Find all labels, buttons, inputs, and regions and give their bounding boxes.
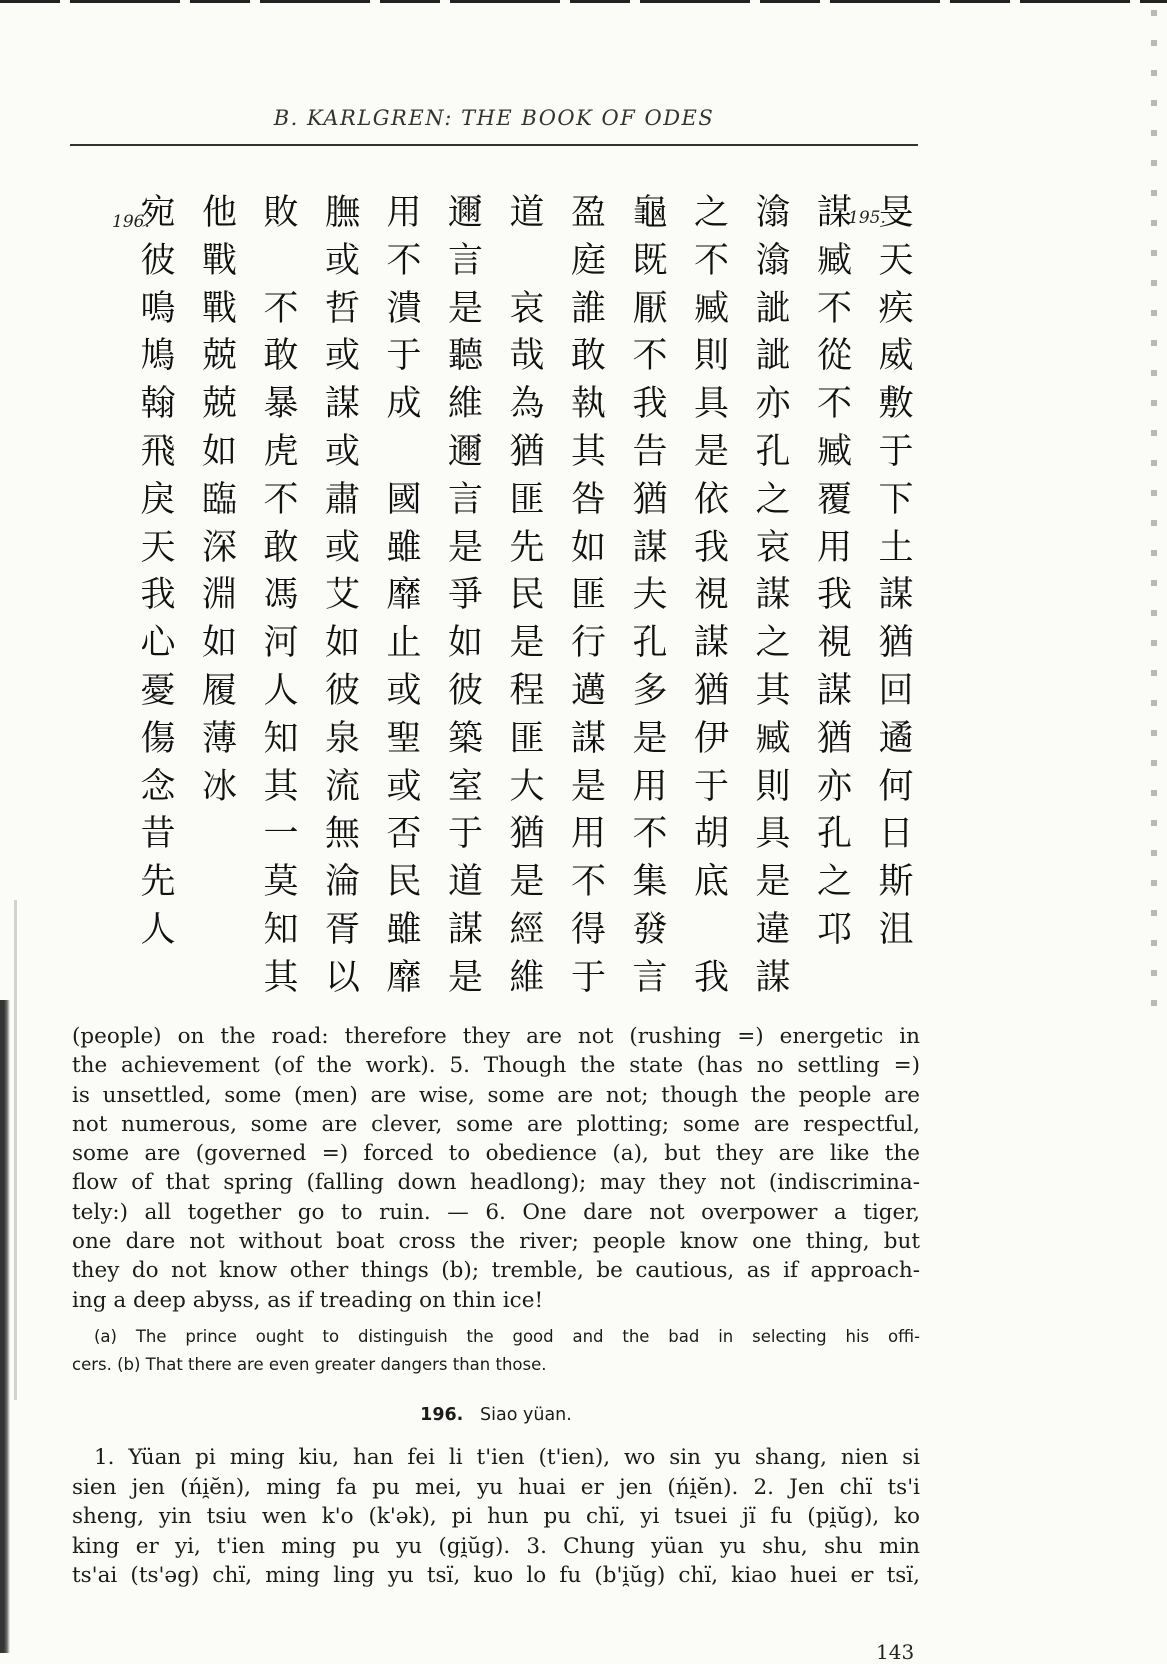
cjk-char: 于 bbox=[570, 957, 606, 998]
cjk-char: 邛 bbox=[816, 909, 852, 950]
cjk-char: 我 bbox=[693, 527, 729, 568]
cjk-char: 敢 bbox=[263, 527, 299, 568]
cjk-char: 戾 bbox=[140, 479, 176, 520]
cjk-char: 亦 bbox=[816, 766, 852, 807]
cjk-char: 彼 bbox=[324, 670, 360, 711]
cjk-char: 道 bbox=[509, 193, 545, 233]
cjk-char: 沮 bbox=[878, 909, 914, 950]
cjk-char: 猶 bbox=[878, 623, 914, 664]
cjk-char: 謀 bbox=[632, 527, 668, 568]
cjk-char: 不 bbox=[632, 814, 668, 855]
cjk-char: 哲 bbox=[324, 288, 360, 329]
cjk-char: 咎 bbox=[570, 479, 606, 520]
cjk-char: 艾 bbox=[324, 575, 360, 616]
cjk-char: 胥 bbox=[324, 909, 360, 950]
cjk-char: 于 bbox=[386, 336, 422, 377]
cjk-char: 不 bbox=[632, 336, 668, 377]
romanization-line: ts'ai (ts'əg) chï, ming ling yu tsï, kuo lo fu (b'i̯ŭg) chï, kiao huei er tsï, bbox=[72, 1563, 920, 1589]
cjk-char: 大 bbox=[509, 766, 545, 807]
cjk-char: 伊 bbox=[693, 718, 729, 759]
cjk-char: 憂 bbox=[140, 670, 176, 711]
cjk-char: 止 bbox=[386, 623, 422, 664]
cjk-char: 猶 bbox=[816, 718, 852, 759]
cjk-column bbox=[440, 190, 492, 1003]
cjk-char: 之 bbox=[816, 862, 852, 903]
cjk-char: 威 bbox=[878, 336, 914, 377]
cjk-char: 斯 bbox=[878, 862, 914, 903]
cjk-char: 或 bbox=[324, 336, 360, 377]
cjk-char: 先 bbox=[509, 527, 545, 568]
cjk-char: 聽 bbox=[447, 336, 483, 377]
cjk-char: 盈 bbox=[570, 193, 606, 233]
translation-line: is unsettled, some (men) are wise, some are not; though the people are bbox=[72, 1082, 920, 1108]
cjk-char: 河 bbox=[263, 623, 299, 664]
cjk-char: 庭 bbox=[570, 240, 606, 281]
cjk-char: 如 bbox=[324, 623, 360, 664]
cjk-char: 匪 bbox=[509, 479, 545, 520]
cjk-char: 猶 bbox=[509, 431, 545, 472]
cjk-char: 是 bbox=[570, 766, 606, 807]
cjk-char: 維 bbox=[447, 384, 483, 425]
cjk-column bbox=[870, 190, 922, 955]
cjk-char: 爭 bbox=[447, 575, 483, 616]
cjk-char: 既 bbox=[632, 240, 668, 281]
cjk-char: 猶 bbox=[632, 479, 668, 520]
cjk-column bbox=[624, 190, 676, 1003]
cjk-char: 訿 bbox=[755, 288, 791, 329]
cjk-char: 我 bbox=[693, 957, 729, 998]
note-line: (a) The prince ought to distinguish the good and the bad in selecting his offi- bbox=[94, 1327, 920, 1346]
cjk-char: 敗 bbox=[263, 193, 299, 233]
cjk-char: 用 bbox=[570, 814, 606, 855]
cjk-char: 雖 bbox=[386, 527, 422, 568]
cjk-char: 維 bbox=[509, 957, 545, 998]
cjk-char: 邇 bbox=[447, 431, 483, 472]
cjk-char: 底 bbox=[693, 862, 729, 903]
cjk-char: 之 bbox=[755, 623, 791, 664]
cjk-char: 聖 bbox=[386, 718, 422, 759]
cjk-column bbox=[255, 190, 307, 1003]
cjk-char: 覆 bbox=[816, 479, 852, 520]
cjk-char: 宛 bbox=[140, 193, 176, 233]
cjk-char: 履 bbox=[201, 670, 237, 711]
cjk-char: 臧 bbox=[693, 288, 729, 329]
cjk-char: 不 bbox=[263, 479, 299, 520]
cjk-char: 用 bbox=[632, 766, 668, 807]
cjk-char: 以 bbox=[324, 957, 360, 998]
romanization-line: king er yi, t'ien ming pu yu (gi̯ŭg). 3. Chung yüan yu shu, shu min bbox=[72, 1533, 920, 1559]
cjk-char: 是 bbox=[509, 862, 545, 903]
cjk-char: 雖 bbox=[386, 909, 422, 950]
cjk-char: 或 bbox=[386, 766, 422, 807]
cjk-char: 成 bbox=[386, 384, 422, 425]
cjk-char: 程 bbox=[509, 670, 545, 711]
cjk-char: 其 bbox=[263, 957, 299, 998]
cjk-char: 知 bbox=[263, 909, 299, 950]
cjk-char: 日 bbox=[878, 814, 914, 855]
cjk-char: 謀 bbox=[693, 623, 729, 664]
cjk-char: 邁 bbox=[570, 670, 606, 711]
cjk-char: 民 bbox=[509, 575, 545, 616]
cjk-char: 不 bbox=[386, 240, 422, 281]
cjk-char: 潰 bbox=[386, 288, 422, 329]
cjk-column bbox=[686, 190, 738, 1003]
cjk-char: 潝 bbox=[755, 240, 791, 281]
cjk-char: 戰 bbox=[201, 288, 237, 329]
romanization-line: 1. Yüan pi ming kiu, han fei li t'ien (t'ien), wo sin yu shang, nien si bbox=[94, 1445, 920, 1470]
cjk-char: 莫 bbox=[263, 862, 299, 903]
cjk-char: 天 bbox=[140, 527, 176, 568]
cjk-char: 鳩 bbox=[140, 336, 176, 377]
cjk-char: 不 bbox=[693, 240, 729, 281]
romanization-line: sien jen (ńi̯ĕn), ming fa pu mei, yu huai er jen (ńi̯ĕn). 2. Jen chï ts'i bbox=[72, 1474, 920, 1500]
cjk-char: 孔 bbox=[816, 814, 852, 855]
scan-binding-shadow bbox=[0, 1000, 10, 1653]
cjk-char: 民 bbox=[386, 862, 422, 903]
cjk-char: 其 bbox=[755, 670, 791, 711]
cjk-char: 經 bbox=[509, 909, 545, 950]
cjk-char: 室 bbox=[447, 766, 483, 807]
cjk-char: 發 bbox=[632, 909, 668, 950]
cjk-char: 心 bbox=[140, 623, 176, 664]
cjk-char: 是 bbox=[447, 957, 483, 998]
cjk-char: 如 bbox=[570, 527, 606, 568]
cjk-column bbox=[317, 190, 369, 1003]
cjk-char: 膴 bbox=[324, 193, 360, 233]
cjk-char: 依 bbox=[693, 479, 729, 520]
cjk-char: 其 bbox=[263, 766, 299, 807]
cjk-char: 哀 bbox=[755, 527, 791, 568]
cjk-char: 龜 bbox=[632, 193, 668, 233]
cjk-char: 人 bbox=[263, 670, 299, 711]
cjk-column bbox=[747, 190, 799, 1003]
cjk-char: 哉 bbox=[509, 336, 545, 377]
cjk-char: 先 bbox=[140, 862, 176, 903]
cjk-char: 多 bbox=[632, 670, 668, 711]
cjk-char: 厭 bbox=[632, 288, 668, 329]
cjk-char: 彼 bbox=[447, 670, 483, 711]
cjk-char: 下 bbox=[878, 479, 914, 520]
cjk-column bbox=[563, 190, 615, 1003]
cjk-char: 言 bbox=[447, 479, 483, 520]
cjk-char: 于 bbox=[693, 766, 729, 807]
cjk-char: 虎 bbox=[263, 431, 299, 472]
translation-line: tely:) all together go to ruin. — 6. One dare not overpower a tiger, bbox=[72, 1199, 920, 1225]
cjk-char: 匪 bbox=[570, 575, 606, 616]
cjk-char: 或 bbox=[324, 431, 360, 472]
cjk-char: 用 bbox=[816, 527, 852, 568]
cjk-char: 淵 bbox=[201, 575, 237, 616]
cjk-char: 否 bbox=[386, 814, 422, 855]
cjk-char: 哀 bbox=[509, 288, 545, 329]
cjk-char: 流 bbox=[324, 766, 360, 807]
cjk-char: 旻 bbox=[878, 193, 914, 233]
cjk-char: 謀 bbox=[755, 575, 791, 616]
ode-title: Siao yüan. bbox=[480, 1405, 572, 1425]
cjk-char: 言 bbox=[632, 957, 668, 998]
cjk-char: 兢 bbox=[201, 336, 237, 377]
ode-number: 196. bbox=[420, 1405, 464, 1425]
cjk-char: 謀 bbox=[447, 909, 483, 950]
cjk-char: 集 bbox=[632, 862, 668, 903]
cjk-char: 或 bbox=[324, 527, 360, 568]
cjk-char: 之 bbox=[755, 479, 791, 520]
cjk-char: 則 bbox=[693, 336, 729, 377]
ode-heading bbox=[72, 1405, 920, 1425]
footnotes bbox=[72, 1323, 920, 1379]
cjk-char: 具 bbox=[693, 384, 729, 425]
cjk-char: 築 bbox=[447, 718, 483, 759]
note-line: cers. (b) That there are even greater dangers than those. bbox=[72, 1355, 547, 1374]
cjk-char: 胡 bbox=[693, 814, 729, 855]
cjk-char: 不 bbox=[816, 384, 852, 425]
ode-mark-195: 195. bbox=[848, 208, 886, 228]
cjk-char: 念 bbox=[140, 766, 176, 807]
cjk-char: 暴 bbox=[263, 384, 299, 425]
cjk-char: 謀 bbox=[755, 957, 791, 998]
cjk-char: 深 bbox=[201, 527, 237, 568]
cjk-char: 翰 bbox=[140, 384, 176, 425]
cjk-char: 違 bbox=[755, 909, 791, 950]
cjk-char: 臨 bbox=[201, 479, 237, 520]
cjk-char: 敢 bbox=[263, 336, 299, 377]
cjk-char: 用 bbox=[386, 193, 422, 233]
cjk-char: 泉 bbox=[324, 718, 360, 759]
cjk-char: 匪 bbox=[509, 718, 545, 759]
cjk-char: 如 bbox=[447, 623, 483, 664]
cjk-column bbox=[378, 190, 430, 1003]
cjk-char: 視 bbox=[693, 575, 729, 616]
cjk-char: 猶 bbox=[693, 670, 729, 711]
cjk-char: 亦 bbox=[755, 384, 791, 425]
cjk-char: 回 bbox=[878, 670, 914, 711]
cjk-char: 薄 bbox=[201, 718, 237, 759]
cjk-char: 何 bbox=[878, 766, 914, 807]
cjk-char: 馮 bbox=[263, 575, 299, 616]
cjk-char: 人 bbox=[140, 909, 176, 950]
scan-right-edge bbox=[1151, 10, 1157, 1010]
cjk-char: 國 bbox=[386, 479, 422, 520]
cjk-char: 不 bbox=[816, 288, 852, 329]
cjk-char: 謀 bbox=[878, 575, 914, 616]
translation-line: some are (governed =) forced to obedience (a), but they are like the bbox=[72, 1141, 920, 1167]
translation-line: ing a deep abyss, as if treading on thin ice! bbox=[72, 1287, 544, 1313]
cjk-char: 靡 bbox=[386, 575, 422, 616]
cjk-char: 飛 bbox=[140, 431, 176, 472]
cjk-char: 謀 bbox=[324, 384, 360, 425]
cjk-char: 不 bbox=[263, 288, 299, 329]
cjk-char: 我 bbox=[632, 384, 668, 425]
cjk-char: 遹 bbox=[878, 718, 914, 759]
cjk-char: 得 bbox=[570, 909, 606, 950]
cjk-char: 為 bbox=[509, 384, 545, 425]
cjk-char: 視 bbox=[816, 623, 852, 664]
cjk-char: 謀 bbox=[816, 193, 852, 233]
cjk-char: 道 bbox=[447, 862, 483, 903]
cjk-column bbox=[809, 190, 861, 955]
cjk-char: 臧 bbox=[816, 431, 852, 472]
cjk-char: 夫 bbox=[632, 575, 668, 616]
cjk-char: 傷 bbox=[140, 718, 176, 759]
cjk-char: 是 bbox=[447, 288, 483, 329]
cjk-char: 于 bbox=[447, 814, 483, 855]
cjk-char: 肅 bbox=[324, 479, 360, 520]
cjk-char: 是 bbox=[447, 527, 483, 568]
translation-line: they do not know other things (b); tremble, be cautious, as if approach- bbox=[72, 1258, 920, 1284]
cjk-char: 冰 bbox=[201, 766, 237, 807]
cjk-char: 其 bbox=[570, 431, 606, 472]
cjk-char: 執 bbox=[570, 384, 606, 425]
cjk-char: 則 bbox=[755, 766, 791, 807]
translation-line: one dare not without boat cross the river; people know one thing, but bbox=[72, 1229, 920, 1255]
romanization-line: sheng, yin tsiu wen k'o (k'ək), pi hun pu chï, yi tsuei jï fu (pi̯ŭg), ko bbox=[72, 1504, 920, 1530]
cjk-char: 土 bbox=[878, 527, 914, 568]
translation-paragraph bbox=[72, 1022, 920, 1315]
cjk-char: 是 bbox=[632, 718, 668, 759]
cjk-char: 淪 bbox=[324, 862, 360, 903]
page-number: 143 bbox=[876, 1640, 915, 1664]
cjk-char: 疾 bbox=[878, 288, 914, 329]
cjk-char: 邇 bbox=[447, 193, 483, 233]
cjk-char: 從 bbox=[816, 336, 852, 377]
cjk-char: 鳴 bbox=[140, 288, 176, 329]
cjk-char: 敷 bbox=[878, 384, 914, 425]
cjk-char: 孔 bbox=[632, 623, 668, 664]
cjk-char: 或 bbox=[386, 670, 422, 711]
cjk-char: 靡 bbox=[386, 957, 422, 998]
cjk-char: 之 bbox=[693, 193, 729, 233]
header-rule bbox=[70, 144, 918, 146]
cjk-char: 一 bbox=[263, 814, 299, 855]
cjk-char: 或 bbox=[324, 240, 360, 281]
cjk-char: 知 bbox=[263, 718, 299, 759]
cjk-char: 猶 bbox=[509, 814, 545, 855]
cjk-char: 彼 bbox=[140, 240, 176, 281]
cjk-char: 不 bbox=[570, 862, 606, 903]
cjk-char: 具 bbox=[755, 814, 791, 855]
cjk-char: 言 bbox=[447, 240, 483, 281]
romanization-paragraph bbox=[72, 1443, 920, 1591]
cjk-column bbox=[501, 190, 553, 1003]
cjk-char: 臧 bbox=[755, 718, 791, 759]
cjk-char: 于 bbox=[878, 431, 914, 472]
translation-line: flow of that spring (falling down headlong); may they not (indiscrimina- bbox=[72, 1170, 920, 1196]
cjk-char: 我 bbox=[816, 575, 852, 616]
cjk-char: 訿 bbox=[755, 336, 791, 377]
cjk-char: 行 bbox=[570, 623, 606, 664]
cjk-column bbox=[132, 190, 184, 955]
cjk-char: 誰 bbox=[570, 288, 606, 329]
cjk-char: 戰 bbox=[201, 240, 237, 281]
translation-line: (people) on the road: therefore they are not (rushing =) energetic in bbox=[72, 1024, 920, 1049]
translation-line: the achievement (of the work). 5. Though the state (has no settling =) bbox=[72, 1053, 920, 1079]
cjk-char: 無 bbox=[324, 814, 360, 855]
cjk-char: 謀 bbox=[570, 718, 606, 759]
ode-mark-196: 196. bbox=[112, 212, 150, 232]
cjk-char: 兢 bbox=[201, 384, 237, 425]
cjk-char: 敢 bbox=[570, 336, 606, 377]
cjk-char: 他 bbox=[201, 193, 237, 233]
cjk-char: 是 bbox=[755, 862, 791, 903]
cjk-char: 是 bbox=[693, 431, 729, 472]
cjk-char: 我 bbox=[140, 575, 176, 616]
cjk-char: 謀 bbox=[816, 670, 852, 711]
cjk-char: 告 bbox=[632, 431, 668, 472]
cjk-column bbox=[194, 190, 246, 811]
scan-binding-line bbox=[14, 900, 17, 1400]
cjk-char: 昔 bbox=[140, 814, 176, 855]
chinese-text-block bbox=[72, 190, 922, 998]
cjk-char: 如 bbox=[201, 623, 237, 664]
cjk-char: 潝 bbox=[755, 193, 791, 233]
cjk-char: 如 bbox=[201, 431, 237, 472]
cjk-char: 臧 bbox=[816, 240, 852, 281]
cjk-char: 孔 bbox=[755, 431, 791, 472]
cjk-char: 是 bbox=[509, 623, 545, 664]
translation-line: not numerous, some are clever, some are plotting; some are respectful, bbox=[72, 1111, 920, 1137]
cjk-char: 天 bbox=[878, 240, 914, 281]
scan-top-edge bbox=[0, 0, 1167, 3]
running-head: B. KARLGREN: THE BOOK OF ODES bbox=[273, 106, 715, 130]
